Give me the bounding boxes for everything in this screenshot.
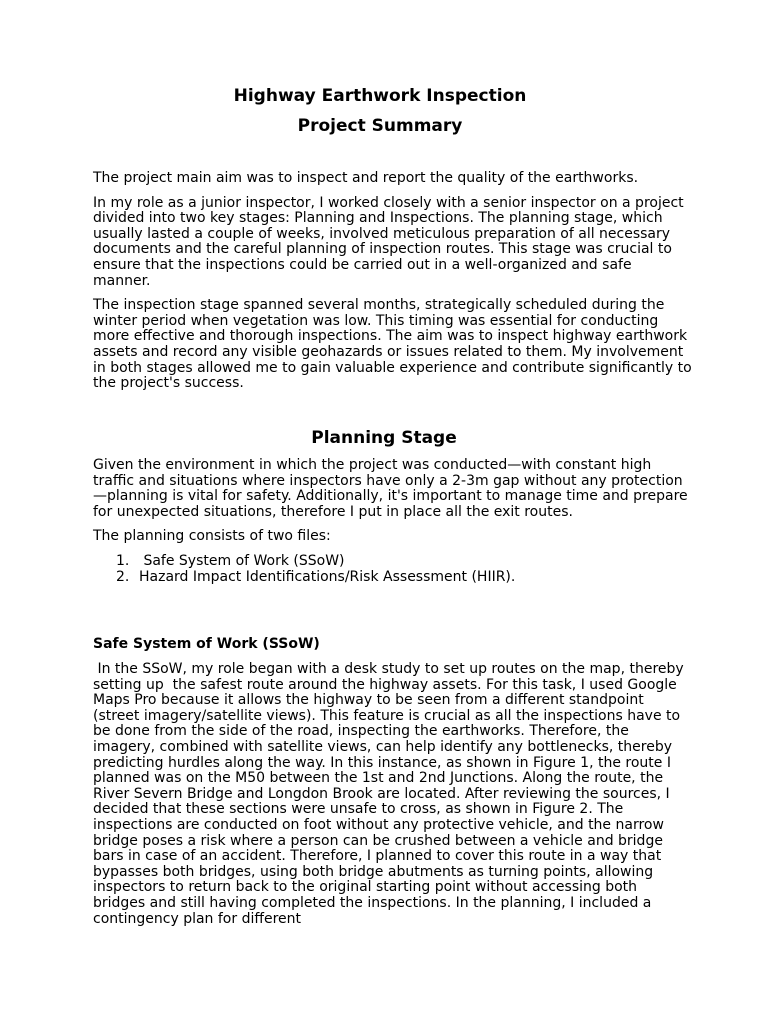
- files-intro: The planning consists of two files:: [93, 528, 331, 545]
- intro-paragraph: The inspection stage spanned several months, strategically scheduled during the winter period when vegetation was low. This timing was essential for conducting more effective and thorough inspections. The aim was to inspect highway earthwork assets and record any visible geohazards or issues related to them. My involvement in both stages allowed me to gain valuable experience and contribute significantly to the project's success.: [93, 297, 692, 392]
- ssow-section: [93, 662, 693, 936]
- document-title: Highway Earthwork Inspection: [233, 86, 527, 106]
- list-item: [93, 570, 693, 586]
- list-number: 2.: [116, 568, 130, 585]
- files-list: [93, 554, 693, 585]
- planning-paragraph: Given the environment in which the project was conducted—with constant high traffic and situations where inspectors have only a 2-3m gap without any protection—planning is vital for safety. Additionally, it's important to manage time and prepare for unexpected situations, therefore I put in place all the exit routes.: [93, 457, 688, 520]
- ssow-paragraph: In the SSoW, my role began with a desk study to set up routes on the map, thereby setting up the safest route around the highway assets. For this task, I used Google Maps Pro because it allows the highway to be seen from a different standpoint (street imagery/satellite views). This feature is crucial as all the inspections have to be done from the side of the road, inspecting the earthworks. Therefore, the imagery, combined with satellite views, can help identify any bottlenecks, thereby predicting hurdles along the way. In this instance, as shown in Figure 1, the route I planned was on the M50 between the 1st and 2nd Junctions. Along the route, the River Severn Bridge and Longdon Brook are located. After reviewing the sources, I decided that these sections were unsafe to cross, as shown in Figure 2. The inspections are conducted on foot without any protective vehicle, and the narrow bridge poses a risk where a person can be crushed between a vehicle and bridge bars in case of an accident. Therefore, I planned to cover this route in a way that bypasses both bridges, using both bridge abutments as turning points, allowing inspectors to return back to the original starting point without accessing both bridges and still having completed the inspections. In the planning, I included a contingency plan for different: [93, 661, 684, 927]
- intro-paragraph: In my role as a junior inspector, I worked closely with a senior inspector on a project divided into two key stages: Planning and Inspections. The planning stage, which usually lasted a couple of weeks, involved meticulous preparation of all necessary documents and the careful planning of inspection routes. This stage was crucial to ensure that the inspections could be carried out in a well-organized and safe manner.: [93, 194, 684, 289]
- ssow-heading: Safe System of Work (SSoW): [93, 636, 320, 652]
- document-subtitle: Project Summary: [297, 116, 463, 136]
- intro-section: [93, 171, 693, 401]
- list-item-text: Hazard Impact Identifications/Risk Assessment (HIIR).: [139, 568, 516, 585]
- list-number: 1.: [116, 552, 130, 569]
- list-item-text: Safe System of Work (SSoW): [139, 552, 345, 569]
- planning-heading: Planning Stage: [311, 428, 457, 448]
- intro-paragraph: The project main aim was to inspect and report the quality of the earthworks.: [93, 170, 639, 186]
- list-item: [93, 554, 693, 570]
- planning-section: [93, 458, 693, 585]
